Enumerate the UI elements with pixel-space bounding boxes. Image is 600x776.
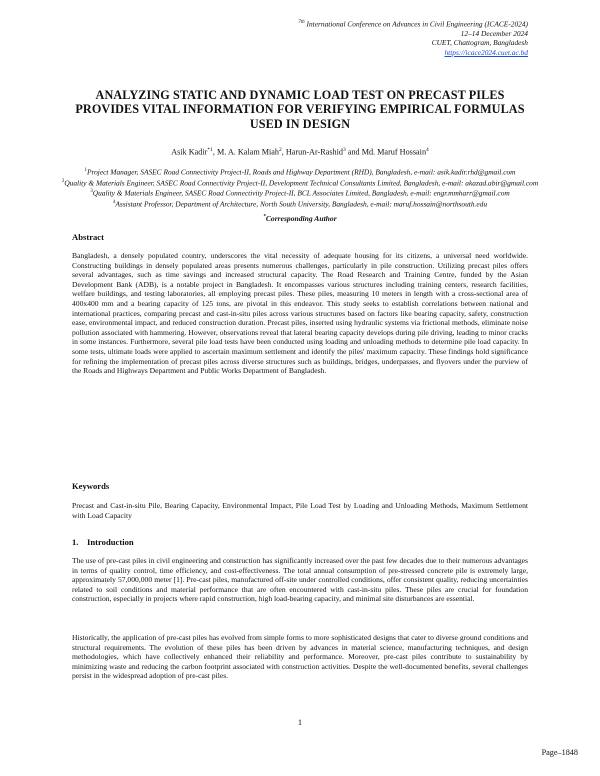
affiliations (60, 166, 540, 209)
author-name: Asik Kadir (171, 147, 208, 157)
author-name: Harun-Ar-Rashid (285, 147, 344, 157)
page-number: 1 (297, 718, 303, 727)
paper-title: ANALYZING STATIC AND DYNAMIC LOAD TEST ON PRECAST PILES PROVIDES VITAL INFORMATION FOR VERIFYING EMPIRICAL FORMULAS USED IN DESIGN (75, 88, 525, 131)
author-name: M. A. Kalam Miah (216, 147, 280, 157)
conference-link[interactable]: https://icace2024.cuet.ac.bd (444, 47, 528, 57)
conference-header (298, 18, 528, 57)
conference-location: CUET, Chattogram, Bangladesh (431, 38, 528, 48)
affiliation-item: $^4$Assistant Professor, Department of Architecture, North South University, Bangladesh, e-mail: maruf.hossain@northsouth.edu (112, 199, 488, 209)
abstract-text: Bangladesh, a densely populated country, underscores the vital necessity of adequate housing for its citizens, a universal need worldwide. Constructing buildings in densely populated areas presents numerous challenges, particularly in pile construction. Utilizing precast piles offers several advantages, such as time savings and increased structural capacity. The Road Research and Training Centre, funded by the Asian Development Bank (ADB), is a notable project in Bangladesh. It encompasses various structures including training centers, research facilities, welfare buildings, and testing laboratories, all employing precast piles. These piles, measuring 10 meters in length with a cross-sectional area of 400x400 mm and a bearing capacity of 125 tons, are pivotal in this endeavor. This study seeks to establish correlations between national and international practices, comparing precast and cast-in-situ piles across various structures based on factors like bearing capacity, safety, construction ease, environmental impact, and reduced construction duration. Precast piles, inserted using hydraulic systems via frictional methods, eliminate noise pollution associated with hammering. However, observations reveal that lateral bearing capacity develops during pile driving, leading to minor cracks in some instances. Furthermore, several pile load tests have been conducted using loading and unloading methods to determine pile load capacity. In some tests, ultimate loads were applied to ascertain maximum settlement and identify the piles' maximum capacity. These findings hold significance for refining the implementation of precast piles across diverse structures such as buildings, bridges, underpasses, and flyovers under the purview of the Roads and Highways Department and Public Works Department of Bangladesh. (72, 251, 528, 376)
keywords-text: Precast and Cast-in-situ Pile, Bearing Capacity, Environmental Impact, Pile Load Test by Loading and Unloading Methods, Maximum Settlement with Load Capacity (72, 501, 528, 520)
introduction-heading: 1. Introduction (72, 537, 134, 547)
author-sup: 2 (279, 147, 282, 153)
affiliation-item: $^3$Quality & Materials Engineer, SASEC Road Connectivity Project-II, BCL Associates Limited, Bangladesh, e-mail: engr.mmharr@gmail.com (90, 188, 510, 198)
author-sup: 3 (343, 147, 346, 153)
author-sup: *1 (207, 147, 213, 153)
page-footer: Page–1848 (541, 748, 578, 757)
affiliation-item: $^1$Project Manager, SASEC Road Connectivity Project-II, Roads and Highway Department (RHD), Bangladesh, e-mail: asik.kadir.rhd@gmail.com (84, 167, 516, 177)
abstract-heading: Abstract (72, 232, 104, 242)
conference-name: $^{7th}$ International Conference on Advances in Civil Engineering (ICACE-2024) (298, 19, 528, 29)
keywords-heading: Keywords (72, 481, 110, 491)
author-name: Md. Maruf Hossain (361, 147, 427, 157)
corresponding-author: *Corresponding Author (263, 214, 337, 223)
introduction-paragraph-2: Historically, the application of pre-cast piles has evolved from simple forms to more sophisticated designs that cater to diverse ground conditions and structural requirements. The evolution of these piles has been driven by advances in material science, manufacturing techniques, and design methodologies, which have collectively enhanced their reliability and performance. Moreover, pre-cast piles contribute to sustainability by minimizing waste and reducing the carbon footprint associated with construction activities. Despite the well-documented benefits, several challenges persist in the widespread adoption of pre-cast piles. (72, 633, 528, 681)
conference-dates: 12–14 December 2024 (460, 28, 528, 38)
author-sup: 4 (426, 147, 429, 153)
introduction-paragraph-1: The use of pre-cast piles in civil engineering and construction has significantly increased over the past few decades due to their numerous advantages in terms of quality control, time efficiency, and cost-effectiveness. The total annual consumption of pre-stressed concrete pile is extremely large, approximately 57,000,000 meter [1]. Pre-cast piles, manufactured off-site under controlled conditions, offer consistent quality, reducing uncertainties related to soil conditions and material performance that are often encountered with cast-in-situ piles. These piles are crucial for foundation construction, especially in projects where rapid construction, high load-bearing capacity, and minimal site disturbances are essential. (72, 556, 528, 604)
affiliation-item: $^2$Quality & Materials Engineer, SASEC Road Connectivity Project-II, Development Technical Consultants Limited, Bangladesh, e-mail: akazad.abir@gmail.com (61, 178, 539, 188)
author-list: Asik Kadir$^{*1}$, M. A. Kalam Miah$^2$, Harun-Ar-Rashid$^3$ and Md. Maruf Hossain$^4$ (171, 147, 429, 157)
